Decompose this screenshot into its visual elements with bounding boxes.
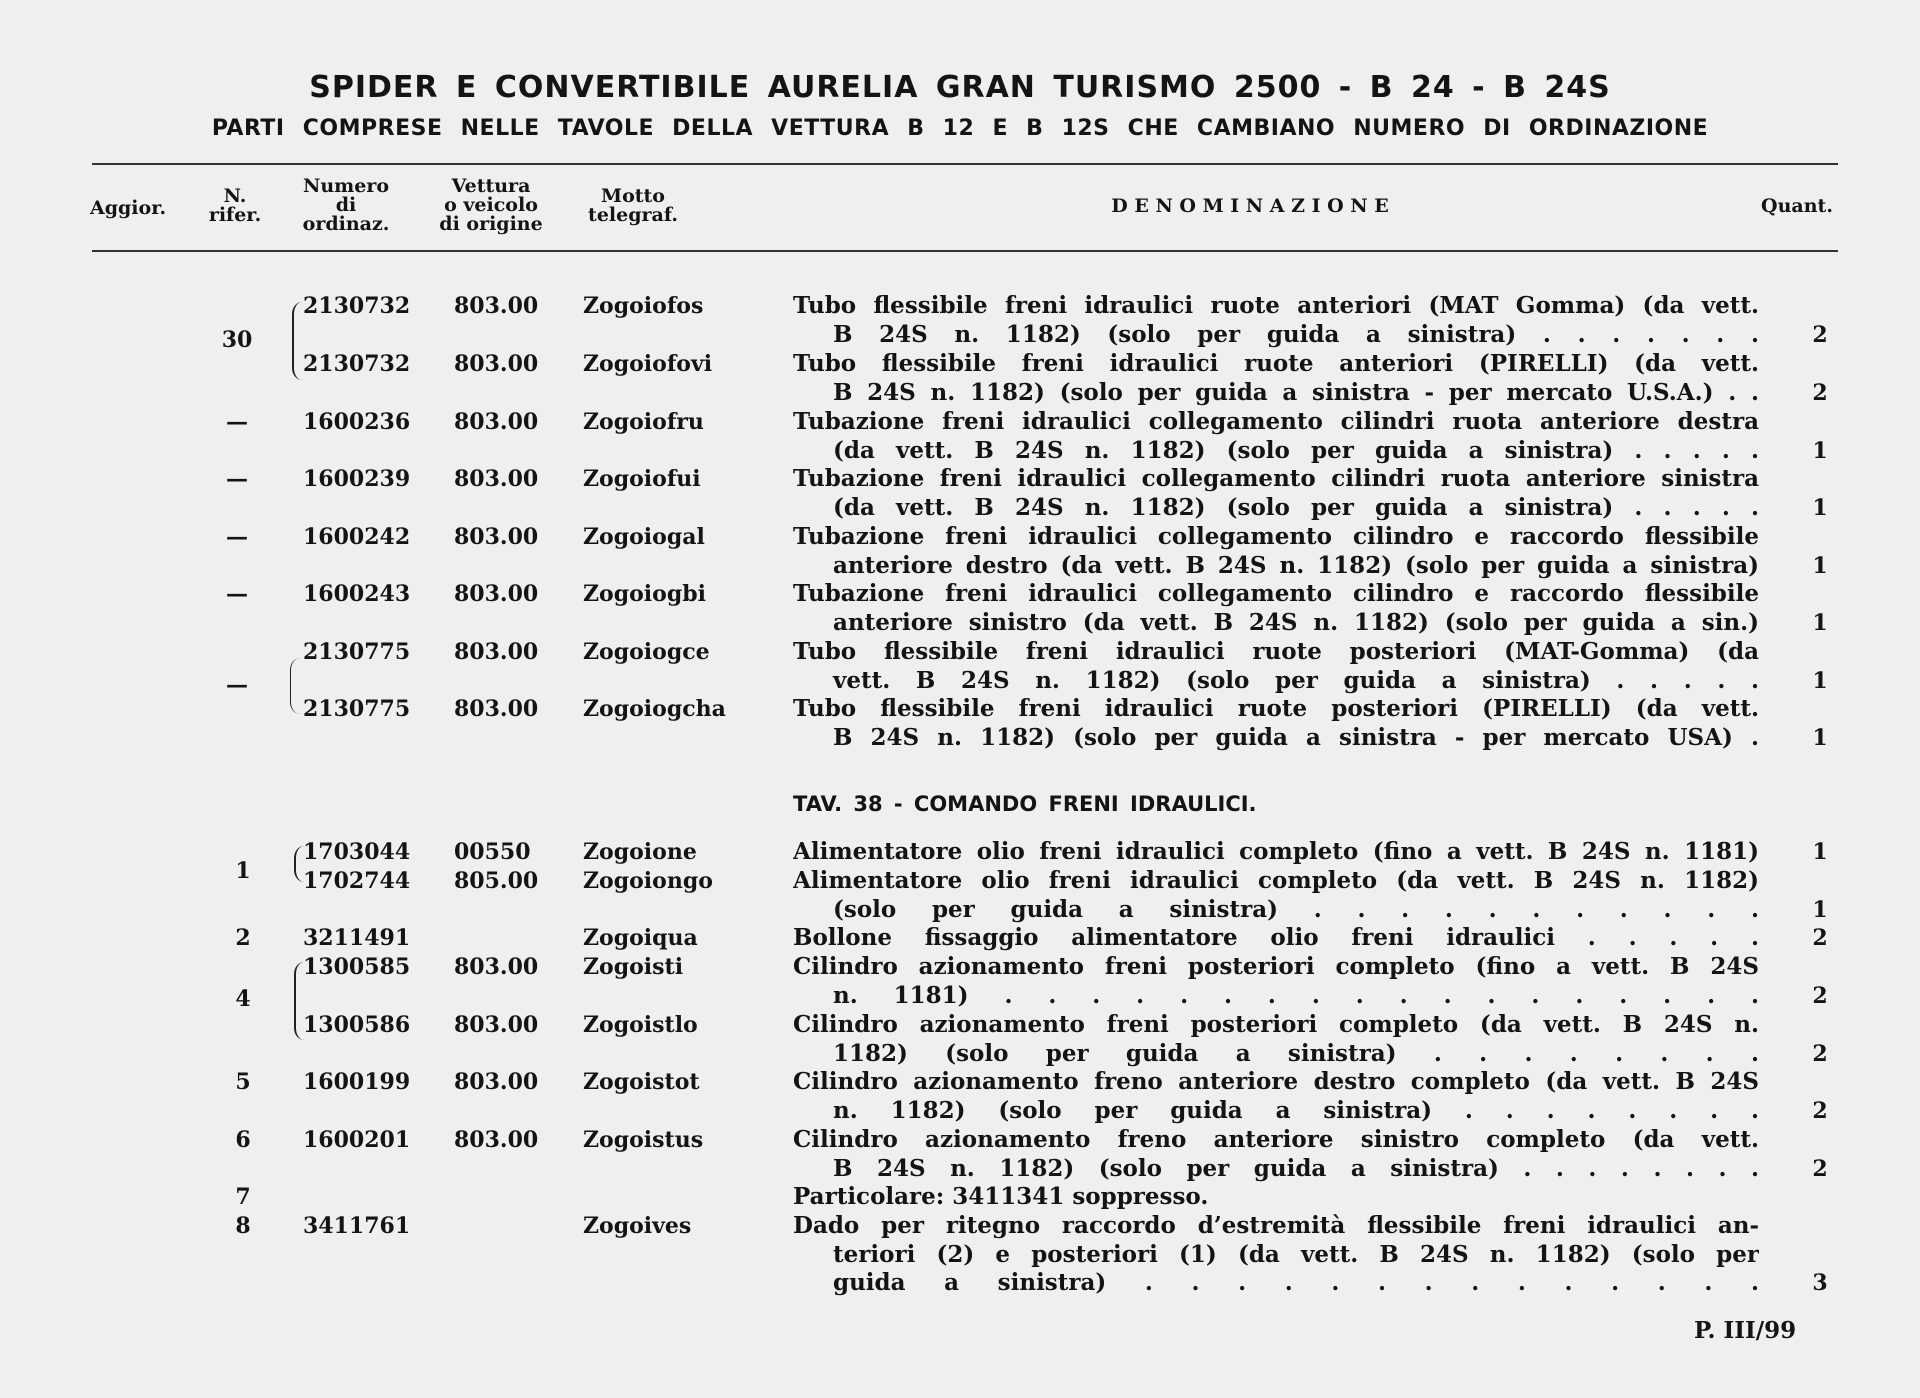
order-number: 1300586: [303, 1012, 411, 1038]
description-line: n. 1182) (solo per guida a sinistra) . . . . . . . .: [833, 1096, 1759, 1124]
description-line: Cilindro azionamento freni posteriori completo (da vett. B 24S n.: [793, 1011, 1759, 1038]
vehicle-origin: 803.00: [454, 351, 539, 377]
telegraph-code: Zogoiofos: [583, 293, 704, 319]
ref-number: 8: [235, 1213, 251, 1239]
description-line: teriori (2) e posteriori (1) (da vett. B 24S n. 1182) (solo per: [833, 1240, 1759, 1268]
part-description: [793, 953, 1759, 1010]
quantity: 2: [1812, 925, 1828, 951]
part-description: [793, 292, 1759, 349]
description-line: Tubo flessibile freni idraulici ruote anteriori (MAT Gomma) (da vett.: [793, 292, 1759, 319]
description-line: Particolare: 3411341 soppresso.: [793, 1183, 1209, 1210]
description-line: Cilindro azionamento freno anteriore destro completo (da vett. B 24S: [793, 1068, 1759, 1095]
quantity: 1: [1812, 609, 1828, 636]
telegraph-code: Zogoistlo: [583, 1012, 698, 1038]
quantity: 2: [1812, 982, 1828, 1009]
telegraph-code: Zogoione: [583, 839, 697, 865]
ref-number: —: [226, 672, 248, 698]
quantity: 2: [1812, 379, 1828, 406]
col-aggior: Aggior.: [90, 197, 167, 219]
vehicle-origin: 803.00: [454, 954, 539, 980]
description-line: anteriore destro (da vett. B 24S n. 1182) (solo per guida a sinistra): [833, 551, 1759, 579]
part-description: [793, 867, 1759, 924]
vehicle-origin: 803.00: [454, 1069, 539, 1095]
description-line: Cilindro azionamento freno anteriore sinistro completo (da vett.: [793, 1126, 1759, 1153]
telegraph-code: Zogoiqua: [583, 925, 698, 951]
description-line: 1182) (solo per guida a sinistra) . . . . . . . .: [833, 1039, 1759, 1067]
order-number: 1300585: [303, 954, 411, 980]
vehicle-origin: 803.00: [454, 639, 539, 665]
order-number: 1600236: [303, 409, 411, 435]
order-number: 3211491: [303, 925, 411, 951]
part-description: [793, 638, 1759, 695]
description-line: Tubo flessibile freni idraulici ruote posteriori (MAT-Gomma) (da: [793, 638, 1759, 665]
vehicle-origin: 803.00: [454, 696, 539, 722]
part-description: [793, 1212, 1759, 1298]
quantity: 2: [1812, 1097, 1828, 1124]
telegraph-code: Zogoisti: [583, 954, 684, 980]
ref-number: 7: [235, 1184, 251, 1210]
order-number: 3411761: [303, 1213, 411, 1239]
part-description: [793, 1068, 1759, 1125]
order-number: 1702744: [303, 868, 411, 894]
order-number: 2130775: [303, 696, 411, 722]
description-line: Alimentatore olio freni idraulici completo (da vett. B 24S n. 1182): [793, 867, 1759, 894]
header-top-rule: [92, 163, 1838, 165]
part-description: [793, 695, 1759, 752]
description-line: (da vett. B 24S n. 1182) (solo per guida a sinistra) . . . . .: [833, 436, 1759, 464]
part-description: [793, 408, 1759, 465]
page-number: P. III/99: [1694, 1317, 1797, 1344]
quantity: 1: [1812, 552, 1828, 579]
order-number: 1600201: [303, 1127, 411, 1153]
quantity: 2: [1812, 321, 1828, 348]
ref-number: 1: [235, 858, 251, 884]
quantity: 3: [1812, 1270, 1828, 1296]
description-line: B 24S n. 1182) (solo per guida a sinistra) . . . . . . .: [833, 320, 1759, 348]
description-line: Bollone fissaggio alimentatore olio freni idraulici . . . . .: [793, 924, 1759, 951]
vehicle-origin: 805.00: [454, 868, 539, 894]
part-description: [793, 350, 1759, 407]
col-vettura: Vettura o veicolo di origine: [439, 175, 543, 235]
page-subtitle: PARTI COMPRESE NELLE TAVOLE DELLA VETTURA B 12 E B 12S CHE CAMBIANO NUMERO DI ORDINAZIONE: [211, 116, 1709, 141]
col-quant: Quant.: [1761, 195, 1833, 217]
group-brace: [294, 846, 306, 882]
description-line: (da vett. B 24S n. 1182) (solo per guida a sinistra) . . . . .: [833, 493, 1759, 521]
ref-number: 30: [221, 327, 253, 353]
description-line: Tubazione freni idraulici collegamento cilindro e raccordo flessibile: [793, 580, 1759, 607]
vehicle-origin: 803.00: [454, 409, 539, 435]
section-heading: TAV. 38 - COMANDO FRENI IDRAULICI.: [793, 792, 1257, 816]
quantity: 1: [1812, 667, 1828, 694]
vehicle-origin: 00550: [454, 839, 531, 865]
telegraph-code: Zogoiogcha: [583, 696, 726, 722]
description-line: (solo per guida a sinistra) . . . . . . . . . . .: [833, 895, 1759, 923]
description-line: Tubo flessibile freni idraulici ruote posteriori (PIRELLI) (da vett.: [793, 695, 1759, 722]
ref-number: 5: [235, 1069, 251, 1095]
ref-number: 6: [235, 1127, 251, 1153]
col-rifer: N. rifer.: [208, 185, 262, 226]
part-description: [793, 465, 1759, 522]
header-bottom-rule: [92, 250, 1838, 252]
ref-number: 4: [235, 986, 251, 1012]
ref-number: —: [226, 581, 248, 607]
telegraph-code: Zogoiofovi: [583, 351, 713, 377]
quantity: 1: [1812, 437, 1828, 464]
description-line: B 24S n. 1182) (solo per guida a sinistra - per mercato USA) .: [833, 723, 1759, 751]
description-line: Cilindro azionamento freni posteriori completo (fino a vett. B 24S: [793, 953, 1759, 980]
part-description: [793, 838, 1759, 867]
ref-number: —: [226, 409, 248, 435]
telegraph-code: Zogoistot: [583, 1069, 700, 1095]
order-number: 1600242: [303, 524, 411, 550]
part-description: [793, 924, 1759, 953]
quantity: 1: [1812, 839, 1828, 865]
description-line: n. 1181) . . . . . . . . . . . . . . . . . .: [833, 981, 1759, 1009]
part-description: [793, 580, 1759, 637]
description-line: Tubazione freni idraulici collegamento cilindro e raccordo flessibile: [793, 523, 1759, 550]
telegraph-code: Zogoiogal: [583, 524, 705, 550]
order-number: 2130775: [303, 639, 411, 665]
vehicle-origin: 803.00: [454, 466, 539, 492]
col-numero: Numero di ordinaz.: [302, 175, 390, 235]
telegraph-code: Zogoiofru: [583, 409, 704, 435]
description-line: Tubo flessibile freni idraulici ruote anteriori (PIRELLI) (da vett.: [793, 350, 1759, 377]
group-brace: [292, 302, 304, 380]
ref-number: —: [226, 524, 248, 550]
part-description: [793, 1126, 1759, 1183]
group-brace: [290, 658, 301, 714]
order-number: 1600199: [303, 1069, 411, 1095]
col-denominazione: D E N O M I N A Z I O N E: [1111, 195, 1389, 217]
telegraph-code: Zogoives: [583, 1213, 692, 1239]
quantity: 1: [1812, 896, 1828, 923]
vehicle-origin: 803.00: [454, 1127, 539, 1153]
ref-number: —: [226, 466, 248, 492]
description-line: vett. B 24S n. 1182) (solo per guida a sinistra) . . . . .: [833, 666, 1759, 694]
order-number: 1703044: [303, 839, 411, 865]
group-brace: [294, 962, 306, 1040]
part-description: [793, 1183, 1759, 1212]
telegraph-code: Zogoiogbi: [583, 581, 706, 607]
order-number: 2130732: [303, 351, 411, 377]
page-title: SPIDER E CONVERTIBILE AURELIA GRAN TURISMO 2500 - B 24 - B 24S: [309, 70, 1611, 105]
telegraph-code: Zogoistus: [583, 1127, 704, 1153]
description-line: Tubazione freni idraulici collegamento cilindri ruota anteriore destra: [793, 408, 1759, 435]
quantity: 1: [1812, 724, 1828, 751]
quantity: 2: [1812, 1040, 1828, 1067]
description-line: Alimentatore olio freni idraulici completo (fino a vett. B 24S n. 1181): [793, 838, 1759, 865]
telegraph-code: Zogoiongo: [583, 868, 713, 894]
quantity: 1: [1812, 494, 1828, 521]
description-line: anteriore sinistro (da vett. B 24S n. 1182) (solo per guida a sin.): [833, 608, 1759, 636]
order-number: 1600239: [303, 466, 411, 492]
description-line: B 24S n. 1182) (solo per guida a sinistra) . . . . . . . .: [833, 1154, 1759, 1182]
part-description: [793, 1011, 1759, 1068]
description-line: guida a sinistra) . . . . . . . . . . . . . .: [833, 1269, 1759, 1296]
telegraph-code: Zogoiogce: [583, 639, 710, 665]
vehicle-origin: 803.00: [454, 524, 539, 550]
col-motto: Motto telegraf.: [588, 185, 678, 226]
ref-number: 2: [235, 925, 251, 951]
order-number: 2130732: [303, 293, 411, 319]
vehicle-origin: 803.00: [454, 1012, 539, 1038]
quantity: 2: [1812, 1155, 1828, 1182]
telegraph-code: Zogoiofui: [583, 466, 701, 492]
description-line: Dado per ritegno raccordo d’estremità flessibile freni idraulici an-: [793, 1212, 1759, 1239]
part-description: [793, 523, 1759, 580]
description-line: B 24S n. 1182) (solo per guida a sinistra - per mercato U.S.A.) . .: [833, 378, 1759, 406]
vehicle-origin: 803.00: [454, 293, 539, 319]
description-line: Tubazione freni idraulici collegamento cilindri ruota anteriore sinistra: [793, 465, 1759, 492]
vehicle-origin: 803.00: [454, 581, 539, 607]
order-number: 1600243: [303, 581, 411, 607]
